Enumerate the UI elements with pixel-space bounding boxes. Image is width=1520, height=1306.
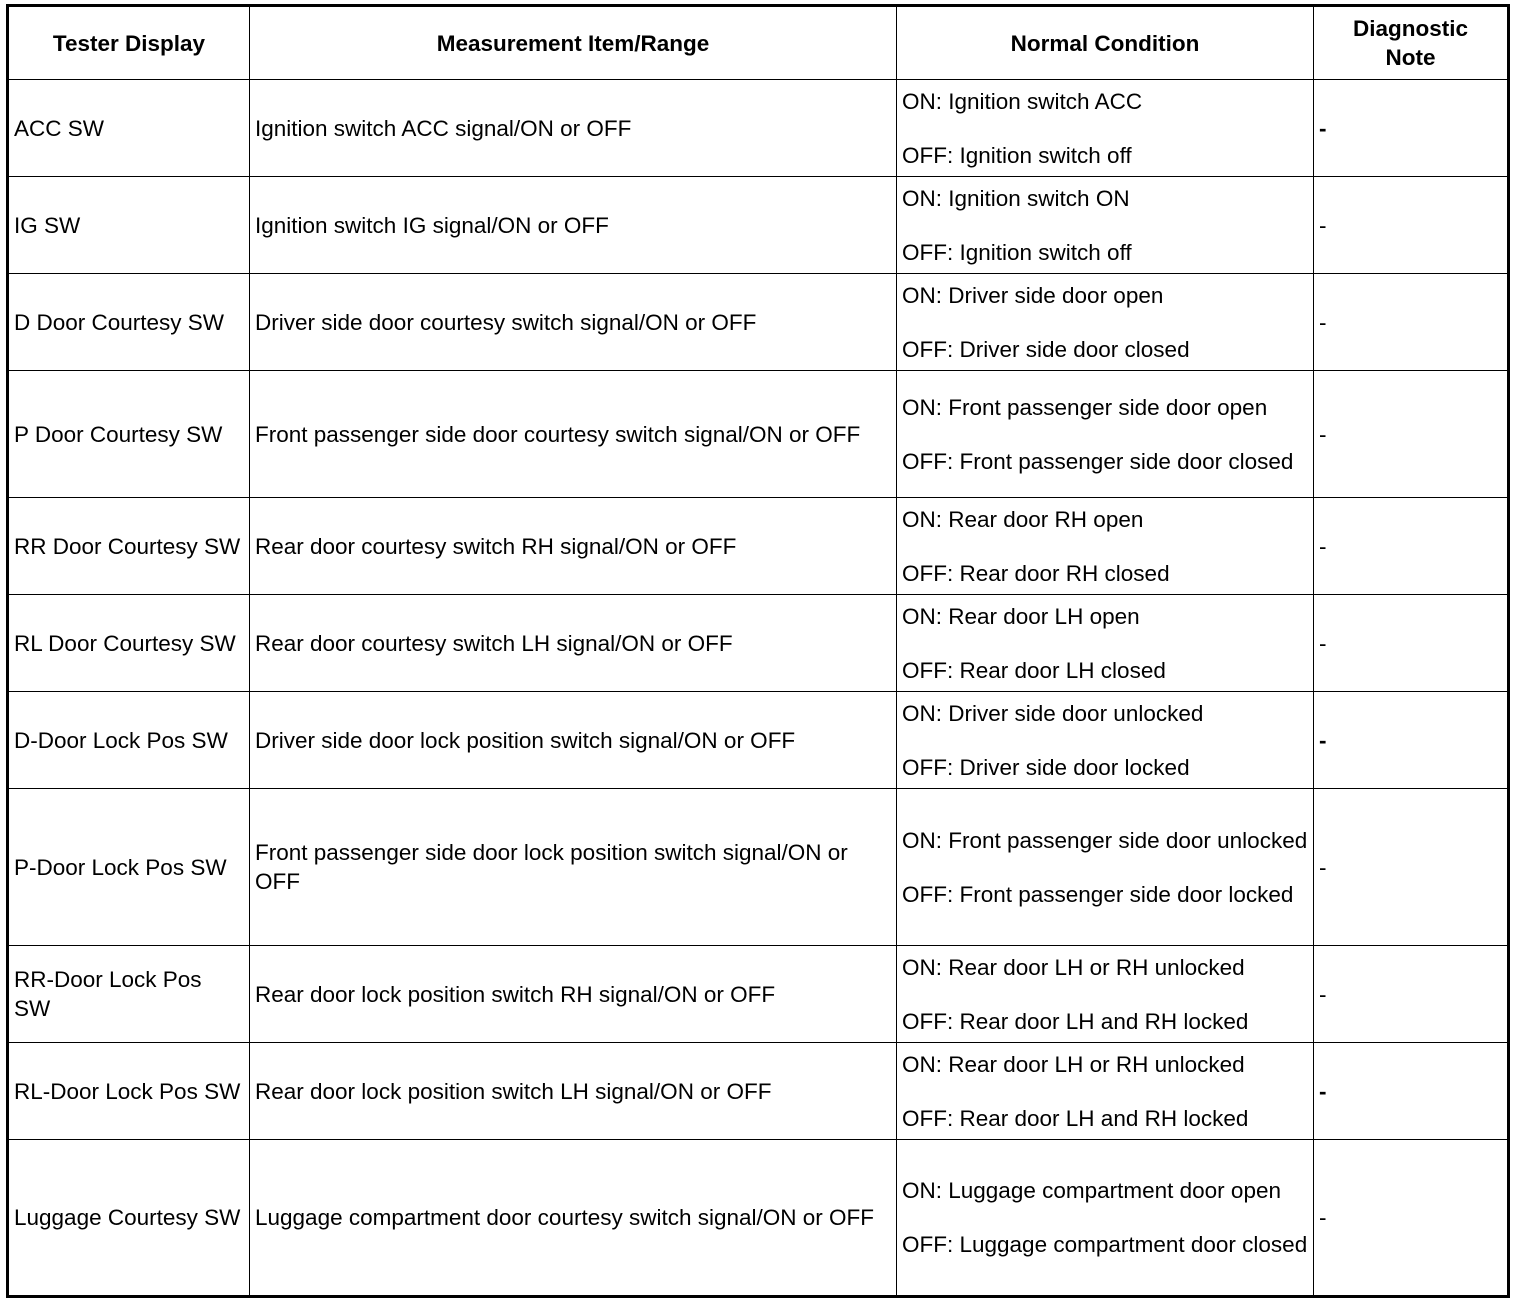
cell-measurement: Front passenger side door lock position switch signal/ON or OFF — [250, 789, 897, 946]
condition-on: ON: Rear door LH open — [902, 603, 1140, 629]
table-row — [8, 80, 1509, 177]
condition-off: OFF: Rear door LH and RH locked — [902, 1105, 1249, 1131]
condition-on: ON: Rear door LH or RH unlocked — [902, 954, 1245, 980]
cell-diagnostic-note: - — [1314, 498, 1509, 595]
condition-on: ON: Ignition switch ACC — [902, 88, 1143, 114]
cell-normal-condition — [897, 80, 1314, 177]
table-row — [8, 1140, 1509, 1297]
cell-normal-condition — [897, 274, 1314, 371]
cell-measurement: Front passenger side door courtesy switch signal/ON or OFF — [250, 371, 897, 498]
cell-measurement: Ignition switch IG signal/ON or OFF — [250, 177, 897, 274]
cell-normal-condition — [897, 1140, 1314, 1297]
condition-off: OFF: Rear door LH closed — [902, 657, 1166, 683]
cell-tester-display: RR Door Courtesy SW — [8, 498, 250, 595]
data-list-table-container — [6, 4, 1510, 1298]
condition-off: OFF: Rear door RH closed — [902, 560, 1170, 586]
cell-diagnostic-note: - — [1314, 692, 1509, 789]
cell-diagnostic-note: - — [1314, 946, 1509, 1043]
cell-normal-condition — [897, 371, 1314, 498]
cell-diagnostic-note: - — [1314, 274, 1509, 371]
table-row — [8, 595, 1509, 692]
cell-tester-display: P Door Courtesy SW — [8, 371, 250, 498]
cell-measurement: Driver side door courtesy switch signal/ON or OFF — [250, 274, 897, 371]
cell-tester-display: D-Door Lock Pos SW — [8, 692, 250, 789]
cell-measurement: Rear door lock position switch LH signal/ON or OFF — [250, 1043, 897, 1140]
header-diagnostic-note: Diagnostic Note — [1314, 6, 1509, 80]
condition-off: OFF: Front passenger side door closed — [902, 448, 1294, 474]
cell-diagnostic-note: - — [1314, 1140, 1509, 1297]
cell-tester-display: RL Door Courtesy SW — [8, 595, 250, 692]
condition-off: OFF: Driver side door closed — [902, 336, 1190, 362]
table-row — [8, 498, 1509, 595]
cell-normal-condition — [897, 789, 1314, 946]
cell-normal-condition — [897, 1043, 1314, 1140]
condition-off: OFF: Rear door LH and RH locked — [902, 1008, 1249, 1034]
table-row — [8, 1043, 1509, 1140]
cell-measurement: Rear door lock position switch RH signal/ON or OFF — [250, 946, 897, 1043]
condition-on: ON: Ignition switch ON — [902, 185, 1130, 211]
table-row — [8, 692, 1509, 789]
cell-tester-display: ACC SW — [8, 80, 250, 177]
condition-on: ON: Rear door LH or RH unlocked — [902, 1051, 1245, 1077]
condition-off: OFF: Ignition switch off — [902, 239, 1132, 265]
cell-diagnostic-note: - — [1314, 177, 1509, 274]
condition-on: ON: Driver side door open — [902, 282, 1164, 308]
condition-on: ON: Front passenger side door open — [902, 394, 1268, 420]
cell-measurement: Driver side door lock position switch signal/ON or OFF — [250, 692, 897, 789]
condition-off: OFF: Driver side door locked — [902, 754, 1190, 780]
cell-tester-display: RR-Door Lock Pos SW — [8, 946, 250, 1043]
cell-diagnostic-note: - — [1314, 595, 1509, 692]
cell-diagnostic-note: - — [1314, 789, 1509, 946]
cell-diagnostic-note: - — [1314, 371, 1509, 498]
header-tester-display: Tester Display — [8, 6, 250, 80]
table-row — [8, 946, 1509, 1043]
condition-on: ON: Rear door RH open — [902, 506, 1144, 532]
cell-measurement: Luggage compartment door courtesy switch signal/ON or OFF — [250, 1140, 897, 1297]
table-row — [8, 177, 1509, 274]
table-row — [8, 371, 1509, 498]
data-list-table — [6, 4, 1510, 1298]
condition-off: OFF: Luggage compartment door closed — [902, 1232, 1308, 1257]
cell-measurement: Rear door courtesy switch RH signal/ON or OFF — [250, 498, 897, 595]
header-normal-condition: Normal Condition — [897, 6, 1314, 80]
cell-normal-condition — [897, 498, 1314, 595]
condition-off: OFF: Front passenger side door locked — [902, 881, 1294, 907]
condition-off: OFF: Ignition switch off — [902, 142, 1132, 168]
cell-diagnostic-note: - — [1314, 1043, 1509, 1140]
table-header-row — [8, 6, 1509, 80]
table-row — [8, 274, 1509, 371]
cell-normal-condition — [897, 946, 1314, 1043]
cell-normal-condition — [897, 692, 1314, 789]
cell-tester-display: D Door Courtesy SW — [8, 274, 250, 371]
condition-on: ON: Front passenger side door unlocked — [902, 827, 1308, 853]
cell-tester-display: IG SW — [8, 177, 250, 274]
cell-diagnostic-note: - — [1314, 80, 1509, 177]
cell-normal-condition — [897, 177, 1314, 274]
header-measurement-item: Measurement Item/Range — [250, 6, 897, 80]
cell-measurement: Ignition switch ACC signal/ON or OFF — [250, 80, 897, 177]
cell-tester-display: RL-Door Lock Pos SW — [8, 1043, 250, 1140]
cell-tester-display: Luggage Courtesy SW — [8, 1140, 250, 1297]
cell-tester-display: P-Door Lock Pos SW — [8, 789, 250, 946]
condition-on: ON: Driver side door unlocked — [902, 700, 1204, 726]
table-row — [8, 789, 1509, 946]
condition-on: ON: Luggage compartment door open — [902, 1178, 1281, 1203]
cell-normal-condition — [897, 595, 1314, 692]
cell-measurement: Rear door courtesy switch LH signal/ON or OFF — [250, 595, 897, 692]
